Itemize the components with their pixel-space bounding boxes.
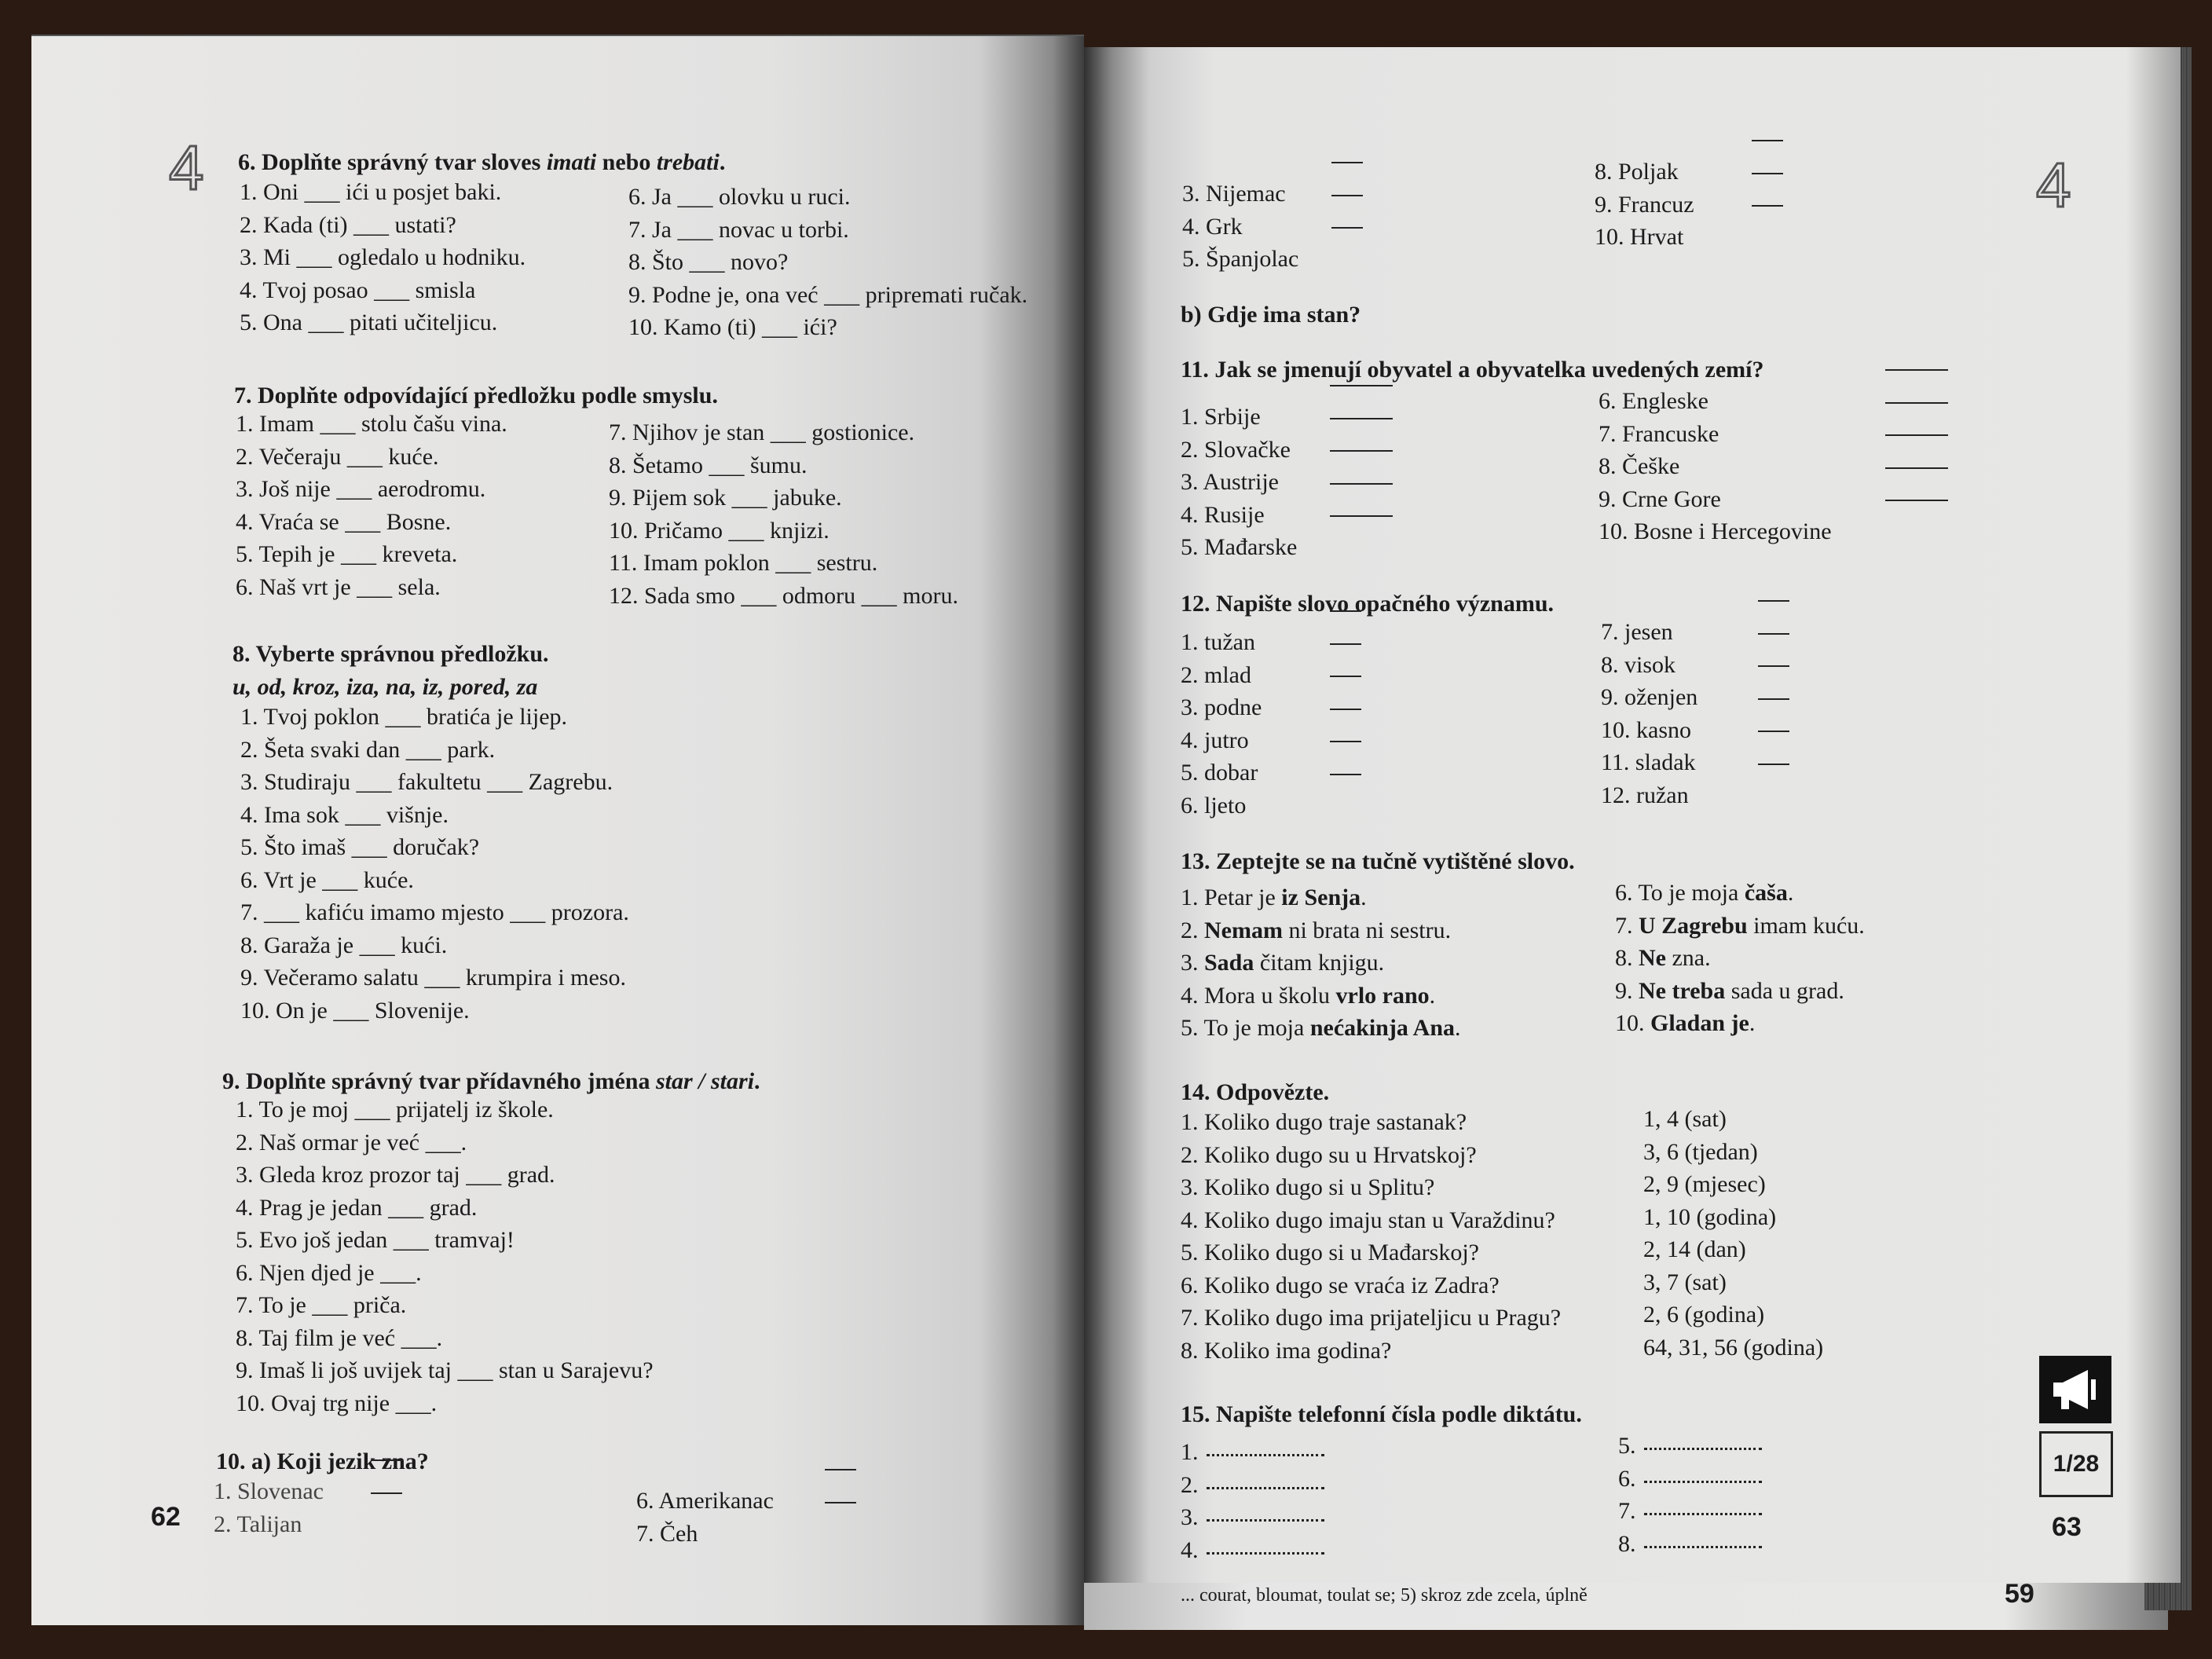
answer-blank — [825, 1502, 856, 1503]
list-item: 10. On je ___ Slovenije. — [240, 997, 470, 1024]
list-item: 2, 14 (dan) — [1643, 1236, 1746, 1262]
list-item: 1. — [1181, 1436, 1324, 1469]
list-item: 4. Grk — [1182, 211, 1298, 244]
list-item: 7. Čeh — [636, 1518, 774, 1551]
list-item: 8. — [1618, 1528, 1762, 1561]
text-part: 2. — [1181, 917, 1204, 943]
chapter-number-right: 4 — [2036, 150, 2071, 220]
text-part: 8. — [1615, 945, 1639, 971]
exercise-9-items — [236, 1093, 654, 1419]
list-item: 1, 10 (godina) — [1643, 1203, 1777, 1230]
text-part: zna. — [1665, 945, 1711, 971]
list-item: 6. Ja ___ olovku u ruci. — [628, 184, 851, 210]
list-item: 5. Tepih je ___ kreveta. — [236, 541, 458, 567]
list-item: 4. Prag je jedan ___ grad. — [236, 1194, 478, 1221]
list-item: 8. Poljak — [1595, 156, 1694, 189]
bold-word: Ne treba — [1639, 977, 1726, 1004]
answer-blank — [1331, 195, 1363, 196]
list-item: 10. kasno — [1601, 714, 1697, 747]
list-item — [1181, 980, 1461, 1013]
list-item: 2. Talijan — [214, 1508, 324, 1541]
list-item: 5. dobar — [1181, 756, 1262, 789]
exercise-8-items — [240, 701, 629, 1027]
list-item: 3. Studiraju ___ fakultetu ___ Zagrebu. — [240, 769, 613, 795]
list-item: 8. Garaža je ___ kući. — [240, 932, 448, 958]
exercise-12 — [1181, 588, 1554, 621]
exercise-6-col1 — [240, 176, 526, 339]
exercise-11-col1 — [1181, 401, 1297, 564]
text-part: sada u grad. — [1725, 977, 1844, 1004]
text-part: 4. Mora u školu — [1181, 982, 1336, 1009]
exercise-10 — [216, 1445, 429, 1478]
answer-blank — [1330, 741, 1361, 742]
bold-word: U Zagrebu — [1639, 912, 1748, 939]
list-item: 9. Francuz — [1595, 189, 1694, 222]
exercise-15-col2 — [1618, 1430, 1762, 1560]
list-item: 3. — [1181, 1501, 1324, 1534]
text-part: imam kuću. — [1747, 912, 1865, 939]
exercise-11-col2 — [1599, 385, 1832, 548]
list-item: 4. — [1181, 1534, 1324, 1567]
answer-blank — [1331, 162, 1363, 163]
list-item: 8. Koliko ima godina? — [1181, 1337, 1392, 1364]
answer-blank — [1330, 450, 1393, 452]
exercise-11 — [1181, 353, 1764, 386]
list-item: 9. Crne Gore — [1599, 483, 1832, 516]
answer-blank — [1330, 385, 1393, 386]
bold-word: Sada — [1204, 950, 1254, 976]
exercise-13-title: 13. Zeptejte se na tučně vytištěné slovo. — [1181, 848, 1575, 874]
list-item: 10. Pričamo ___ knjizi. — [609, 517, 830, 544]
list-item: 7. jesen — [1601, 616, 1697, 649]
list-item — [1181, 881, 1461, 914]
list-item: 4. Rusije — [1181, 499, 1297, 532]
list-item: 5. — [1618, 1430, 1762, 1463]
megaphone-icon — [2039, 1356, 2111, 1423]
list-item: 10. Bosne i Hercegovine — [1599, 515, 1832, 548]
exercise-12-col2 — [1601, 616, 1697, 811]
answer-blank — [1752, 205, 1783, 207]
exercise-15 — [1181, 1398, 1582, 1431]
list-item: 2. Večeraju ___ kuće. — [236, 443, 439, 470]
answer-blank — [1330, 709, 1361, 710]
list-item: 10. Kamo (ti) ___ ići? — [628, 314, 837, 340]
list-item: 1. To je moj ___ prijatelj iz škole. — [236, 1097, 554, 1122]
bold-word: Gladan je — [1650, 1010, 1749, 1036]
list-item: 3, 6 (tjedan) — [1643, 1138, 1758, 1165]
list-item: 4. Koliko dugo imaju stan u Varaždinu? — [1181, 1207, 1555, 1233]
list-item — [1615, 910, 1865, 943]
list-item: 4. Ima sok ___ višnje. — [240, 801, 449, 828]
list-item — [1181, 1012, 1461, 1045]
list-item: 5. Mađarske — [1181, 531, 1297, 564]
list-item: 1. Imam ___ stolu čašu vina. — [236, 411, 507, 437]
answer-blank — [1330, 643, 1361, 645]
list-item: 6. Njen djed je ___. — [236, 1259, 422, 1286]
exercise-8-prepositions: u, od, kroz, iza, na, iz, pored, za — [233, 673, 538, 700]
list-item: 8. Šetamo ___ šumu. — [609, 452, 808, 478]
text-part: . — [1455, 1015, 1461, 1041]
answer-blank — [1758, 600, 1789, 602]
list-item: 7. Francuske — [1599, 418, 1832, 451]
list-item: 7. ___ kafiću imamo mjesto ___ prozora. — [240, 899, 629, 925]
exercise-10-continued-col1 — [1182, 178, 1298, 276]
list-item: 9. Pijem sok ___ jabuke. — [609, 485, 842, 511]
answer-dots — [1207, 1487, 1324, 1489]
list-item: 7. Njihov je stan ___ gostionice. — [609, 419, 915, 445]
exercise-13 — [1181, 845, 1575, 878]
answer-blank — [1885, 402, 1948, 404]
exercise-13-col1 — [1181, 881, 1461, 1045]
exercise-14-title: 14. Odpovězte. — [1181, 1079, 1330, 1105]
list-item — [1181, 947, 1461, 980]
answer-blank — [1758, 764, 1789, 765]
list-item: 7. Ja ___ novac u torbi. — [628, 216, 849, 243]
answer-blank — [371, 1492, 402, 1494]
list-item: 9. oženjen — [1601, 681, 1697, 714]
answer-blank — [1885, 434, 1948, 436]
exercise-10-continued-col2 — [1595, 156, 1694, 254]
answer-blank — [1330, 774, 1361, 775]
exercise-12-title: 12. Napište slovo opačného významu. — [1181, 591, 1555, 617]
answer-dots — [1207, 1454, 1324, 1456]
list-item: 10. Ovaj trg nije ___. — [236, 1390, 438, 1416]
list-item: 1. Oni ___ ići u posjet baki. — [240, 179, 502, 205]
list-item: 8. visok — [1601, 649, 1697, 682]
bold-word: čaša — [1744, 880, 1788, 906]
bold-word: iz Senja — [1281, 884, 1361, 910]
list-item: 5. Koliko dugo si u Mađarskoj? — [1181, 1240, 1479, 1265]
text-part: 7. — [1615, 912, 1639, 939]
text-part: 1. Petar je — [1181, 884, 1282, 910]
answer-dots — [1207, 1552, 1324, 1555]
list-item: 2. Naš ormar je već ___. — [236, 1129, 467, 1155]
answer-dots — [1644, 1448, 1762, 1450]
list-item — [1615, 877, 1865, 910]
answer-blank — [371, 1459, 402, 1461]
bold-word: Nemam — [1204, 917, 1283, 943]
answer-blank — [1330, 483, 1393, 485]
answer-dots — [1644, 1513, 1762, 1515]
answer-blank — [1330, 515, 1393, 517]
exercise-7-col2 — [609, 416, 958, 612]
text-part: 3. — [1181, 950, 1204, 976]
list-item: 6. Engleske — [1599, 385, 1832, 418]
page-number-right: 63 — [2052, 1512, 2082, 1542]
exercise-13-col2 — [1615, 877, 1865, 1040]
list-item: 6. Koliko dugo se vraća iz Zadra? — [1181, 1272, 1500, 1298]
list-item: 3. Koliko dugo si u Splitu? — [1181, 1174, 1435, 1200]
exercise-10-col1 — [214, 1475, 324, 1540]
exercise-7-title: 7. Doplňte odpovídající předložku podle smyslu. — [234, 383, 718, 408]
text-part: 10. — [1615, 1010, 1650, 1036]
list-item — [1181, 914, 1461, 947]
exercise-8-title: 8. Vyberte správnou předložku. — [233, 641, 549, 667]
list-item: 9. Podne je, ona već ___ pripremati ručak. — [628, 281, 1028, 308]
answer-blank — [1330, 676, 1361, 677]
list-item: 3. Još nije ___ aerodromu. — [236, 476, 486, 502]
answer-blank — [1331, 227, 1363, 229]
list-item: 6. Vrt je ___ kuće. — [240, 866, 414, 893]
list-item: 2. Slovačke — [1181, 434, 1297, 467]
list-item: 6. ljeto — [1181, 789, 1262, 822]
exercise-14-answers — [1643, 1103, 1823, 1364]
list-item: 2, 9 (mjesec) — [1643, 1171, 1766, 1197]
list-item: 9. Večeramo salatu ___ krumpira i meso. — [240, 965, 626, 991]
audio-track-number: 1/28 — [2039, 1431, 2113, 1497]
exercise-10-title: 10. a) Koji jezik zna? — [216, 1448, 429, 1474]
list-item: 7. To je ___ priča. — [236, 1292, 407, 1318]
answer-blank — [1752, 173, 1783, 174]
exercise-9-title: 9. Doplňte správný tvar přídavného jména star / stari. — [222, 1068, 760, 1094]
back-page-footer-text: ... courat, bloumat, toulat se; 5) skroz zde zcela, úplně — [1181, 1585, 1588, 1606]
answer-blank — [1758, 665, 1789, 667]
list-item: 3. podne — [1181, 691, 1262, 724]
list-item: 7. Koliko dugo ima prijateljicu u Pragu? — [1181, 1305, 1562, 1331]
list-item: 1. Srbije — [1181, 401, 1297, 434]
list-item — [1615, 1007, 1865, 1040]
answer-dots — [1644, 1481, 1762, 1483]
answer-blank — [1330, 418, 1393, 419]
list-item: 6. Amerikanac — [636, 1485, 774, 1518]
answer-blank — [1758, 633, 1789, 635]
list-item: 1. Slovenac — [214, 1475, 324, 1508]
list-item: 9. Imaš li još uvijek taj ___ stan u Sarajevu? — [236, 1357, 654, 1383]
list-item — [1615, 975, 1865, 1008]
list-item: 11. Imam poklon ___ sestru. — [609, 550, 878, 576]
answer-blank — [1330, 610, 1361, 612]
exercise-10-col2 — [636, 1485, 774, 1550]
list-item — [1615, 942, 1865, 975]
list-item: 2. mlad — [1181, 659, 1262, 692]
list-item: 64, 31, 56 (godina) — [1643, 1334, 1824, 1361]
list-item: 3, 7 (sat) — [1643, 1269, 1727, 1295]
list-item: 3. Nijemac — [1182, 178, 1298, 211]
answer-blank — [825, 1469, 856, 1470]
text-part: čitam knjigu. — [1254, 950, 1385, 976]
list-item: 3. Gleda kroz prozor taj ___ grad. — [236, 1162, 555, 1188]
list-item: 2. Kada (ti) ___ ustati? — [240, 211, 456, 238]
page-number-left: 62 — [151, 1502, 181, 1532]
list-item: 2. — [1181, 1469, 1324, 1502]
list-item: 4. jutro — [1181, 724, 1262, 757]
bold-word: nećakinja Ana — [1309, 1015, 1456, 1041]
text-part: 9. — [1615, 977, 1639, 1004]
list-item: 12. ružan — [1601, 779, 1697, 812]
text-part: . — [1429, 982, 1436, 1009]
answer-blank — [1758, 698, 1789, 700]
exercise-11-title: 11. Jak se jmenují obyvatel a obyvatelka uvedených zemí? — [1181, 357, 1764, 383]
list-item: 4. Tvoj posao ___ smisla — [240, 276, 476, 303]
list-item: 6. Naš vrt je ___ sela. — [236, 573, 441, 600]
bold-word: vrlo rano — [1335, 982, 1430, 1009]
list-item: 5. Evo još jedan ___ tramvaj! — [236, 1227, 515, 1253]
chapter-number-left: 4 — [169, 133, 204, 203]
exercise-6-title: 6. Doplňte správný tvar sloves imati nebo trebati. — [238, 149, 726, 175]
exercise-8 — [233, 638, 549, 703]
answer-dots — [1207, 1519, 1324, 1522]
back-page-footer — [1181, 1585, 1588, 1606]
list-item: 12. Sada smo ___ odmoru ___ moru. — [609, 582, 958, 609]
list-item: 1, 4 (sat) — [1643, 1106, 1727, 1132]
answer-blank — [1885, 500, 1948, 501]
answer-blank — [1885, 467, 1948, 469]
list-item: 2. Šeta svaki dan ___ park. — [240, 736, 496, 763]
exercise-14-questions — [1181, 1106, 1561, 1367]
list-item: 5. Ona ___ pitati učiteljicu. — [240, 309, 498, 335]
list-item: 8. Taj film je već ___. — [236, 1324, 443, 1351]
list-item: 6. — [1618, 1463, 1762, 1496]
back-page-number: 59 — [2005, 1579, 2034, 1609]
exercise-12-col1 — [1181, 626, 1262, 822]
text-part: . — [1361, 884, 1367, 910]
exercise-10b-title: b) Gdje ima stan? — [1181, 302, 1361, 328]
answer-dots — [1644, 1546, 1762, 1548]
list-item: 4. Vraća se ___ Bosne. — [236, 508, 452, 535]
list-item: 5. Što imaš ___ doručak? — [240, 834, 480, 860]
text-part: 6. To je moja — [1615, 880, 1745, 906]
list-item: 8. Što ___ novo? — [628, 249, 789, 275]
list-item: 1. tužan — [1181, 626, 1262, 659]
bold-word: Ne — [1639, 945, 1666, 971]
list-item: 7. — [1618, 1495, 1762, 1528]
list-item: 2, 6 (godina) — [1643, 1302, 1765, 1328]
exercise-7-col1 — [236, 408, 507, 603]
answer-blank — [1758, 731, 1789, 732]
list-item: 3. Austrije — [1181, 466, 1297, 499]
exercise-6 — [238, 146, 725, 179]
exercise-15-title: 15. Napište telefonní čísla podle diktátu. — [1181, 1401, 1582, 1427]
exercise-15-col1 — [1181, 1436, 1324, 1566]
text-part: . — [1787, 880, 1794, 906]
list-item: 3. Mi ___ ogledalo u hodniku. — [240, 244, 526, 270]
list-item: 10. Hrvat — [1595, 221, 1694, 254]
exercise-14 — [1181, 1076, 1329, 1109]
text-part: ni brata ni sestru. — [1282, 917, 1452, 943]
text-part: 5. To je moja — [1181, 1015, 1310, 1041]
list-item: 1. Tvoj poklon ___ bratića je lijep. — [240, 704, 568, 730]
answer-blank — [1752, 140, 1783, 141]
list-item: 5. Španjolac — [1182, 243, 1298, 276]
exercise-6-col2 — [628, 181, 1027, 344]
exercise-10b — [1181, 298, 1361, 331]
list-item: 8. Češke — [1599, 450, 1832, 483]
answer-blank — [1885, 369, 1948, 371]
list-item: 2. Koliko dugo su u Hrvatskoj? — [1181, 1141, 1477, 1168]
list-item: 1. Koliko dugo traje sastanak? — [1181, 1109, 1467, 1135]
list-item: 11. sladak — [1601, 746, 1697, 779]
text-part: . — [1749, 1010, 1756, 1036]
